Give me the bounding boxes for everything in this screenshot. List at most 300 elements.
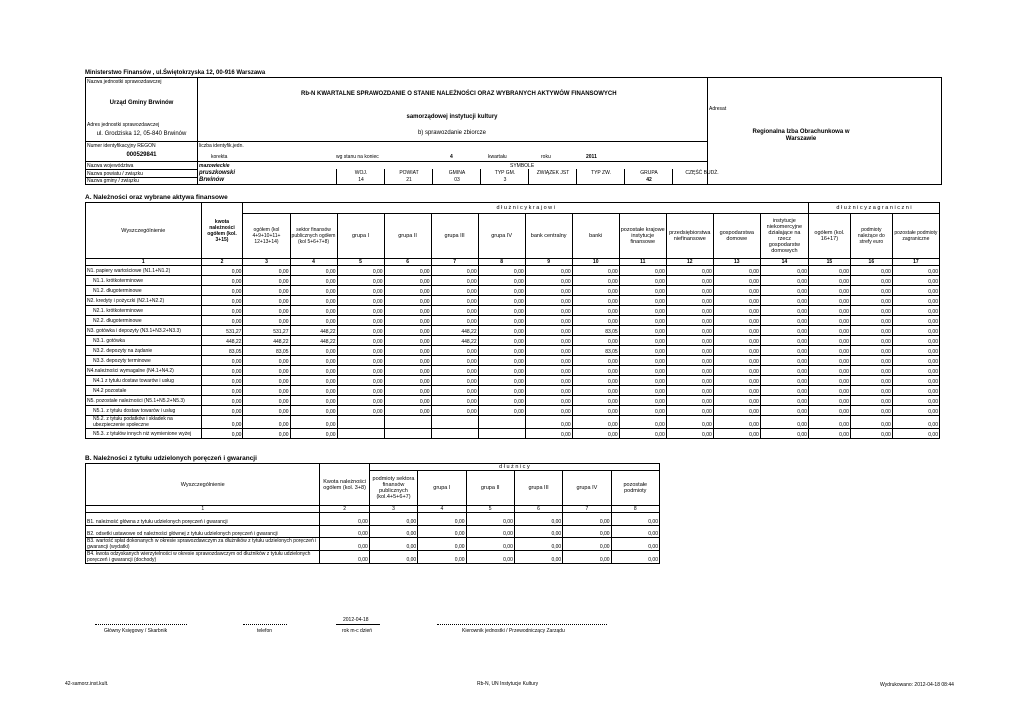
- row-value: 0,00: [320, 551, 369, 564]
- col-number: 9: [525, 259, 572, 266]
- row-value: 0,00: [892, 396, 939, 406]
- row-value: 0,00: [201, 429, 243, 439]
- symbol-value: 14: [358, 177, 364, 183]
- row-value: 0,00: [478, 356, 525, 366]
- row-value: 0,00: [525, 296, 572, 306]
- col-desc-head: Wyszczególnienie: [86, 203, 202, 259]
- row-value: 0,00: [713, 286, 760, 296]
- row-value: 0,00: [666, 416, 713, 429]
- row-value: 0,00: [850, 276, 892, 286]
- table-row: [86, 386, 940, 396]
- row-label: B4. kwota odzyskanych wierzytelności w okresie sprawozdawczym od dłużników z tytułu udzielonych poręczeń i gwarancji (dochody): [86, 551, 320, 564]
- row-value: [337, 416, 384, 429]
- row-value: 0,00: [243, 366, 290, 376]
- row-value: 0,00: [808, 406, 850, 416]
- row-value: 0,00: [666, 376, 713, 386]
- row-value: 0,00: [619, 386, 666, 396]
- symbol-cell: [624, 169, 673, 184]
- kierownik-label: Kierownik jednostki / Przewodniczący Zarządu: [462, 628, 565, 634]
- row-value: 0,00: [563, 538, 611, 551]
- row-value: 0,00: [892, 266, 939, 276]
- col-number: 15: [808, 259, 850, 266]
- row-value: 0,00: [808, 296, 850, 306]
- row-value: 0,00: [850, 429, 892, 439]
- row-value: 0,00: [572, 266, 619, 276]
- row-value: 83,05: [201, 346, 243, 356]
- col-head: grupa III: [431, 214, 478, 259]
- col-head: grupa III: [514, 471, 562, 506]
- col-head: instytucje niekomercyjne działające na rzecz gospodarstw domowych: [760, 214, 808, 259]
- col-head: przedsiębiorstwa niefinansowe: [666, 214, 713, 259]
- col-head: podmioty należące do strefy euro: [850, 214, 892, 259]
- header-left: [86, 78, 198, 184]
- row-value: 0,00: [431, 356, 478, 366]
- row-value: 0,00: [478, 376, 525, 386]
- symbol-label: ZWIĄZEK JST: [536, 170, 570, 176]
- glowny-ksiegowy-label: Główny Księgowy / Skarbnik: [104, 628, 168, 634]
- col-number: 10: [572, 259, 619, 266]
- row-value: 0,00: [384, 366, 431, 376]
- row-value: 0,00: [611, 538, 659, 551]
- row-value: 0,00: [808, 396, 850, 406]
- dluznicy-head: d ł u ż n i c y: [369, 464, 659, 471]
- row-value: 0,00: [525, 416, 572, 429]
- row-value: 0,00: [290, 316, 337, 326]
- col-head: grupa I: [418, 471, 466, 506]
- symbole-label: SYMBOLE: [510, 163, 535, 169]
- row-value: 0,00: [525, 356, 572, 366]
- report-type: b) sprawozdanie zbiorcze: [417, 130, 487, 136]
- row-value: 0,00: [201, 406, 243, 416]
- row-value: 448,22: [290, 336, 337, 346]
- row-value: 0,00: [892, 406, 939, 416]
- row-value: 0,00: [611, 551, 659, 564]
- row-value: 0,00: [384, 336, 431, 346]
- row-value: 0,00: [666, 429, 713, 439]
- woj-label: Nazwa województwa: [87, 163, 134, 169]
- row-value: 0,00: [320, 538, 369, 551]
- row-value: 0,00: [478, 406, 525, 416]
- row-value: 0,00: [290, 406, 337, 416]
- table-a-head-row: [86, 203, 940, 214]
- row-value: 0,00: [514, 538, 562, 551]
- row-value: 0,00: [478, 286, 525, 296]
- row-value: 0,00: [572, 356, 619, 366]
- regon-value: 000529841: [126, 152, 157, 158]
- row-value: 0,00: [760, 276, 808, 286]
- row-value: 0,00: [713, 346, 760, 356]
- col-number: 8: [611, 506, 659, 513]
- row-value: 0,00: [337, 326, 384, 336]
- col-number: 7: [431, 259, 478, 266]
- row-value: 0,00: [713, 366, 760, 376]
- row-value: 448,22: [431, 326, 478, 336]
- row-value: 0,00: [619, 336, 666, 346]
- col-number: 5: [337, 259, 384, 266]
- row-value: 0,00: [892, 326, 939, 336]
- row-value: 0,00: [337, 276, 384, 286]
- row-value: 0,00: [243, 286, 290, 296]
- row-value: 0,00: [243, 416, 290, 429]
- col-desc-head: Wyszczególnienie: [86, 464, 320, 506]
- row-label: N3. gotówka i depozyty (N3.1+N3.2+N3.3): [86, 326, 202, 336]
- row-value: 0,00: [666, 276, 713, 286]
- row-value: 0,00: [201, 286, 243, 296]
- row-value: 0,00: [201, 306, 243, 316]
- adresat-value: Regionalna Izba Obrachunkowa w Warszawie: [752, 129, 850, 142]
- quarter-value: 4: [450, 154, 453, 160]
- table-row: [86, 429, 940, 439]
- col-head: sektor finansów publicznych ogółem (kol 5+6+7+8): [290, 214, 337, 259]
- row-value: 0,00: [525, 326, 572, 336]
- gmina-label: Nazwa gminy / związku: [87, 178, 139, 184]
- row-value: 0,00: [760, 316, 808, 326]
- row-value: 0,00: [201, 356, 243, 366]
- row-value: 0,00: [808, 429, 850, 439]
- row-value: 0,00: [713, 316, 760, 326]
- row-value: 0,00: [525, 336, 572, 346]
- row-value: 0,00: [337, 376, 384, 386]
- footer-left: 42-samorz.inst.kult.: [65, 681, 109, 687]
- row-value: 0,00: [431, 296, 478, 306]
- row-value: 0,00: [525, 276, 572, 286]
- row-value: 0,00: [337, 406, 384, 416]
- address-label: Adres jednostki sprawozdawczej: [87, 122, 160, 128]
- row-value: 0,00: [892, 429, 939, 439]
- kwartalu-label: kwartału: [488, 154, 507, 160]
- row-value: 0,00: [760, 346, 808, 356]
- row-value: 0,00: [525, 429, 572, 439]
- row-value: 0,00: [478, 336, 525, 346]
- row-value: 0,00: [525, 306, 572, 316]
- row-value: 0,00: [478, 266, 525, 276]
- col-head: grupa I: [337, 214, 384, 259]
- row-value: 0,00: [337, 316, 384, 326]
- row-value: 0,00: [760, 396, 808, 406]
- table-row: [86, 296, 940, 306]
- row-value: 0,00: [243, 306, 290, 316]
- row-value: 0,00: [466, 538, 514, 551]
- symbol-label: POWIAT: [399, 170, 419, 176]
- col-number: 1: [86, 259, 202, 266]
- row-value: 0,00: [418, 513, 466, 526]
- col-number: 8: [478, 259, 525, 266]
- table-row: [86, 416, 940, 429]
- row-value: 0,00: [466, 526, 514, 538]
- row-value: 0,00: [713, 326, 760, 336]
- row-value: 0,00: [666, 316, 713, 326]
- rok-mc-label: rok m-c dzień: [342, 628, 373, 634]
- col-number: 5: [466, 506, 514, 513]
- row-value: 0,00: [290, 266, 337, 276]
- row-value: 0,00: [431, 406, 478, 416]
- row-value: 0,00: [760, 296, 808, 306]
- row-value: 0,00: [384, 406, 431, 416]
- row-value: 0,00: [290, 416, 337, 429]
- row-value: 0,00: [850, 306, 892, 316]
- row-value: 0,00: [760, 429, 808, 439]
- row-value: 0,00: [572, 416, 619, 429]
- row-value: 0,00: [760, 386, 808, 396]
- row-value: 0,00: [431, 306, 478, 316]
- row-label: N4.należności wymagalne (N4.1+N4.2): [86, 366, 202, 376]
- symbols-row: [336, 169, 730, 184]
- symbol-label: TYP GM.: [494, 170, 516, 176]
- col-number: 3: [243, 259, 290, 266]
- row-value: 0,00: [384, 346, 431, 356]
- col-number: 11: [619, 259, 666, 266]
- symbol-label: TYP ZW.: [591, 170, 611, 176]
- row-value: 448,22: [431, 336, 478, 346]
- row-value: 0,00: [525, 316, 572, 326]
- row-value: 0,00: [892, 376, 939, 386]
- row-value: 0,00: [572, 276, 619, 286]
- row-value: 0,00: [760, 416, 808, 429]
- col-head: grupa IV: [563, 471, 611, 506]
- col-head: pozostałe podmioty zagraniczne: [892, 214, 939, 259]
- unit-name: Urząd Gminy Brwinów: [109, 100, 174, 106]
- row-value: 0,00: [892, 346, 939, 356]
- row-value: [478, 416, 525, 429]
- table-b: [85, 463, 660, 564]
- row-value: 0,00: [850, 376, 892, 386]
- row-value: [431, 429, 478, 439]
- row-value: 0,00: [892, 296, 939, 306]
- dluznicy-krajowi-head: d ł u ż n i c y k r a j o w i: [243, 203, 808, 214]
- col-number: 12: [666, 259, 713, 266]
- row-value: 0,00: [478, 306, 525, 316]
- table-row: [86, 356, 940, 366]
- table-row: [86, 551, 660, 564]
- row-value: 0,00: [525, 386, 572, 396]
- row-value: 83,05: [572, 326, 619, 336]
- row-value: 0,00: [760, 406, 808, 416]
- col-number: 7: [563, 506, 611, 513]
- row-value: 0,00: [243, 296, 290, 306]
- symbol-label: WOJ.: [354, 170, 368, 176]
- row-label: N4.2 pozostałe: [86, 386, 202, 396]
- year-value: 2011: [586, 154, 597, 160]
- row-value: 0,00: [243, 386, 290, 396]
- row-value: 0,00: [525, 406, 572, 416]
- col-number: 6: [384, 259, 431, 266]
- row-label: N5.1. z tytułu dostaw towarów i usług: [86, 406, 202, 416]
- identyf-label: liczba identyfik.jedn.: [199, 143, 244, 149]
- row-value: 0,00: [201, 316, 243, 326]
- report-date: 2012-04-18: [343, 617, 369, 623]
- row-value: 0,00: [525, 346, 572, 356]
- col-head: podmioty sektora finansów publicznych (kol.4+5+6+7): [369, 471, 417, 506]
- row-value: 0,00: [808, 326, 850, 336]
- row-value: 0,00: [466, 551, 514, 564]
- row-value: 0,00: [290, 296, 337, 306]
- row-value: 0,00: [808, 336, 850, 346]
- row-value: 0,00: [713, 276, 760, 286]
- row-value: 0,00: [666, 286, 713, 296]
- symbol-label: GRUPA: [640, 170, 658, 176]
- row-label: N5.3. z tytułów innych niż wymienione wyżej: [86, 429, 202, 439]
- row-value: 0,00: [850, 286, 892, 296]
- col-number: 2: [201, 259, 243, 266]
- row-value: 0,00: [572, 406, 619, 416]
- row-value: 0,00: [201, 276, 243, 286]
- row-label: N5. pozostałe należności (N5.1+N5.2+N5.3): [86, 396, 202, 406]
- row-value: 0,00: [243, 276, 290, 286]
- row-value: 0,00: [808, 286, 850, 296]
- row-value: 0,00: [384, 386, 431, 396]
- row-label: N2. kredyty i pożyczki (N2.1+N2.2): [86, 296, 202, 306]
- row-value: 0,00: [892, 316, 939, 326]
- row-label: N2.1. krótkoterminowe: [86, 306, 202, 316]
- row-value: [478, 429, 525, 439]
- row-value: 0,00: [431, 286, 478, 296]
- row-value: 0,00: [572, 336, 619, 346]
- row-value: 0,00: [243, 396, 290, 406]
- adresat-label: Adresat: [709, 106, 727, 112]
- report-title: Rb-N KWARTALNE SPRAWOZDANIE O STANIE NALEŻNOŚCI ORAZ WYBRANYCH AKTYWÓW FINANSOWYCH: [301, 91, 617, 97]
- row-value: 0,00: [619, 429, 666, 439]
- row-value: 0,00: [850, 406, 892, 416]
- row-value: 0,00: [892, 366, 939, 376]
- row-value: 0,00: [525, 366, 572, 376]
- row-value: 0,00: [572, 376, 619, 386]
- col-number: 4: [290, 259, 337, 266]
- row-value: 0,00: [243, 376, 290, 386]
- symbol-cell: [576, 169, 625, 184]
- row-value: 0,00: [243, 429, 290, 439]
- table-row: [86, 346, 940, 356]
- row-value: 0,00: [384, 356, 431, 366]
- row-value: 0,00: [337, 266, 384, 276]
- row-value: 0,00: [201, 266, 243, 276]
- row-value: 0,00: [418, 551, 466, 564]
- row-value: 0,00: [666, 296, 713, 306]
- col-number: 6: [514, 506, 562, 513]
- dluznicy-zagraniczni-head: d ł u ż n i c y z a g r a n i c z n i: [808, 203, 939, 214]
- row-value: 0,00: [619, 326, 666, 336]
- table-row: [86, 286, 940, 296]
- row-value: 0,00: [478, 276, 525, 286]
- row-value: 0,00: [808, 306, 850, 316]
- row-label: N1.1. krótkoterminowe: [86, 276, 202, 286]
- row-value: 0,00: [290, 396, 337, 406]
- row-value: 0,00: [666, 356, 713, 366]
- row-value: 0,00: [572, 386, 619, 396]
- row-value: 0,00: [808, 366, 850, 376]
- row-value: 0,00: [850, 366, 892, 376]
- row-value: 0,00: [760, 266, 808, 276]
- row-value: 0,00: [808, 356, 850, 366]
- table-row: [86, 376, 940, 386]
- symbol-cell: [672, 169, 731, 184]
- roku-label: roku: [541, 154, 551, 160]
- powiat-value: pruszkowski: [199, 170, 236, 176]
- row-label: N2.2. długoterminowe: [86, 316, 202, 326]
- wg-stanu-label: wg stanu na koniec: [336, 154, 379, 160]
- row-value: 0,00: [572, 286, 619, 296]
- table-row: [86, 396, 940, 406]
- row-value: 0,00: [619, 356, 666, 366]
- row-value: 0,00: [384, 376, 431, 386]
- row-value: 0,00: [369, 513, 417, 526]
- row-value: 0,00: [808, 386, 850, 396]
- row-value: 0,00: [619, 266, 666, 276]
- row-value: 0,00: [201, 376, 243, 386]
- col-head: pozostałe krajowe instytucje finansowe: [619, 214, 666, 259]
- table-row: [86, 276, 940, 286]
- row-value: 0,00: [418, 526, 466, 538]
- row-value: 0,00: [384, 316, 431, 326]
- row-value: 0,00: [418, 538, 466, 551]
- row-value: 448,22: [243, 336, 290, 346]
- row-value: 0,00: [384, 326, 431, 336]
- row-value: 0,00: [337, 386, 384, 396]
- row-value: 0,00: [478, 366, 525, 376]
- row-value: 0,00: [619, 306, 666, 316]
- row-value: 0,00: [243, 266, 290, 276]
- row-value: 0,00: [431, 386, 478, 396]
- row-value: 0,00: [892, 276, 939, 286]
- col-head: grupa IV: [478, 214, 525, 259]
- row-value: 0,00: [369, 526, 417, 538]
- row-value: 0,00: [525, 376, 572, 386]
- row-value: 0,00: [666, 366, 713, 376]
- row-value: 0,00: [320, 513, 369, 526]
- row-value: 0,00: [201, 396, 243, 406]
- table-b-head-row: [86, 464, 660, 471]
- row-value: 0,00: [713, 296, 760, 306]
- row-value: 0,00: [514, 526, 562, 538]
- col-head: Kwota należności ogółem (kol. 3+8): [320, 464, 369, 506]
- col-number: 13: [713, 259, 760, 266]
- symbol-cell: [336, 169, 385, 184]
- powiat-label: Nazwa powiatu / związku: [87, 171, 143, 177]
- row-value: 0,00: [572, 296, 619, 306]
- col-number: 3: [369, 506, 417, 513]
- row-value: [431, 416, 478, 429]
- row-value: 0,00: [713, 396, 760, 406]
- row-value: 0,00: [337, 396, 384, 406]
- row-value: 0,00: [201, 366, 243, 376]
- row-value: 0,00: [850, 336, 892, 346]
- row-value: 0,00: [808, 266, 850, 276]
- row-value: 0,00: [666, 326, 713, 336]
- row-value: 0,00: [666, 306, 713, 316]
- table-row: [86, 326, 940, 336]
- row-value: 0,00: [563, 513, 611, 526]
- row-value: 0,00: [808, 376, 850, 386]
- row-value: 0,00: [572, 429, 619, 439]
- row-label: N3.1. gotówka: [86, 336, 202, 346]
- row-label: N3.3. depozyty terminowe: [86, 356, 202, 366]
- row-value: 0,00: [850, 416, 892, 429]
- row-label: B2. odsetki ustawowe od należności głównej z tytułu udzielonych poręczeń i gwarancji: [86, 526, 320, 538]
- row-value: 0,00: [384, 396, 431, 406]
- row-value: 0,00: [619, 366, 666, 376]
- table-row: [86, 266, 940, 276]
- row-value: 0,00: [760, 336, 808, 346]
- row-value: 0,00: [201, 386, 243, 396]
- table-row: [86, 526, 660, 538]
- row-value: 0,00: [243, 316, 290, 326]
- col-number: 14: [760, 259, 808, 266]
- row-value: 0,00: [892, 336, 939, 346]
- symbol-label: GMINA: [448, 170, 466, 176]
- row-value: 0,00: [201, 296, 243, 306]
- address: ul. Grodziska 12, 05-840 Brwinów: [96, 131, 187, 137]
- row-value: 0,00: [619, 286, 666, 296]
- table-row: [86, 366, 940, 376]
